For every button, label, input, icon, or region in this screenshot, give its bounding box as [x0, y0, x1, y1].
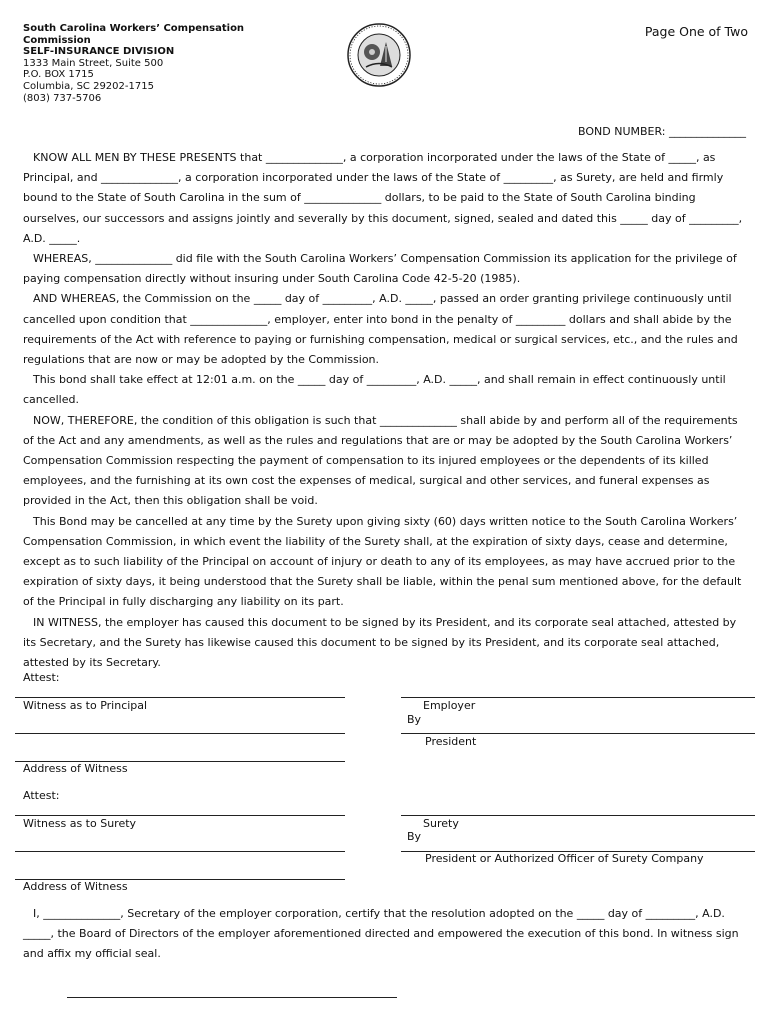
secretary-signature-line[interactable]: [67, 997, 397, 998]
paragraph-effective-date: This bond shall take effect at 12:01 a.m. on the _____ day of _________, A.D. _____, and shall remain in effect continuously until cancelled.: [23, 373, 726, 407]
paragraph-know-all-men: KNOW ALL MEN BY THESE PRESENTS that ______________, a corporation incorporated under the laws of the State of _____, as Principal, and ______________, a corporation incorporated under the laws of the State of _________, as Surety, are held and firmly bound to the State of South Carolina in the sum of ______________ dollars, to be paid to the State of South Carolina binding ourselves, our successors and assigns jointly and severally by this document, signed, sealed and dated this _____ day of _________, A.D. _____.: [23, 151, 743, 245]
attest-label-1: Attest:: [23, 671, 60, 684]
division-name: SELF-INSURANCE DIVISION: [23, 46, 175, 58]
page-number: Page One of Two: [644, 24, 748, 39]
commission-header: [23, 23, 283, 104]
address-line2: P.O. BOX 1715: [23, 69, 94, 81]
phone-number: (803) 737-5706: [23, 92, 102, 104]
surety-signature-line[interactable]: [401, 815, 755, 816]
bond-body: [23, 148, 743, 673]
address-line1: 1333 Main Street, Suite 500: [23, 57, 164, 69]
secretary-certification: [23, 904, 743, 965]
attest-label-2: Attest:: [23, 789, 60, 802]
witness-principal-address-line[interactable]: [15, 733, 345, 734]
paragraph-in-witness: IN WITNESS, the employer has caused this document to be signed by its President, and its corporate seal attached, attested by its Secretary, and the Surety has likewise caused this document to be signed by its President, and its corporate seal attached, attested by its Secretary.: [23, 615, 737, 670]
employer-signature-line[interactable]: [401, 697, 755, 698]
state-seal-icon: [346, 22, 412, 88]
paragraph-cancellation: This Bond may be cancelled at any time by the Surety upon giving sixty (60) days written notice to the South Carolina Workers’ Compensation Commission, in which event the liability of the Surety shall, at the expiration of sixty days, cease and determine, except as to such liability of the Principal on account of injury or death to any of its employees, as may have accrued prior to the expiration of sixty days, it being understood that the Surety shall be liable, within the penal sum mentioned above, for the default of the Principal in fully discharging any liability on its part.: [23, 514, 742, 609]
employer-label: Employer: [423, 699, 476, 712]
witness-principal-label: Witness as to Principal: [23, 699, 148, 712]
paragraph-now-therefore: NOW, THEREFORE, the condition of this obligation is such that ______________ shall abide by and perform all of the requirements of the Act and any amendments, as well as the rules and regulations that are or may be adopted by the South Carolina Workers’ Compensation Commission respecting the payment of compensation to its injured employees or the dependents of its killed employees, and the furnishing at its own cost the expenses of medical, surgical and other services, and funeral expenses as provided in the Act, then this obligation shall be void.: [23, 413, 738, 508]
address-line3: Columbia, SC 29202-1715: [23, 80, 154, 92]
witness-surety-label: Witness as to Surety: [23, 817, 137, 830]
paragraph-whereas: WHEREAS, ______________ did file with the South Carolina Workers’ Compensation Commission its application for the privilege of paying compensation directly without insuring under South Carolina Code 42-5-20 (1985).: [23, 252, 737, 286]
president-signature-line[interactable]: [401, 733, 755, 734]
witness-surety-signature-line[interactable]: [15, 815, 345, 816]
witness-surety-address-line[interactable]: [15, 851, 345, 852]
witness-principal-signature-line[interactable]: [15, 697, 345, 698]
org-name-line2: Commission: [23, 34, 91, 46]
surety-label: Surety: [423, 817, 459, 830]
surety-officer-label: President or Authorized Officer of Surety Company: [425, 852, 704, 865]
secretary-certification-text: I, ______________, Secretary of the employer corporation, certify that the resolution adopted on the _____ day of _________, A.D. _____, the Board of Directors of the employer aforementioned directed and empowered the execution of this bond. In witness sign and affix my official seal.: [23, 907, 739, 961]
bond-number-field: BOND NUMBER: ______________: [578, 125, 746, 138]
address-witness-label-2: Address of Witness: [23, 880, 128, 893]
address-witness-label-1: Address of Witness: [23, 762, 128, 775]
president-label: President: [425, 735, 477, 748]
org-name-line1: South Carolina Workers’ Compensation: [23, 23, 245, 34]
by-label-1: By: [407, 713, 422, 726]
by-label-2: By: [407, 830, 422, 843]
paragraph-and-whereas: AND WHEREAS, the Commission on the _____ day of _________, A.D. _____, passed an order granting privilege continuously until cancelled upon condition that ______________, employer, enter into bond in the penalty of _________ dollars and shall abide by the requirements of the Act with reference to paying or furnishing compensation, medical or surgical services, etc., and the rules and regulations that are now or may be adopted by the Commission.: [23, 292, 738, 367]
